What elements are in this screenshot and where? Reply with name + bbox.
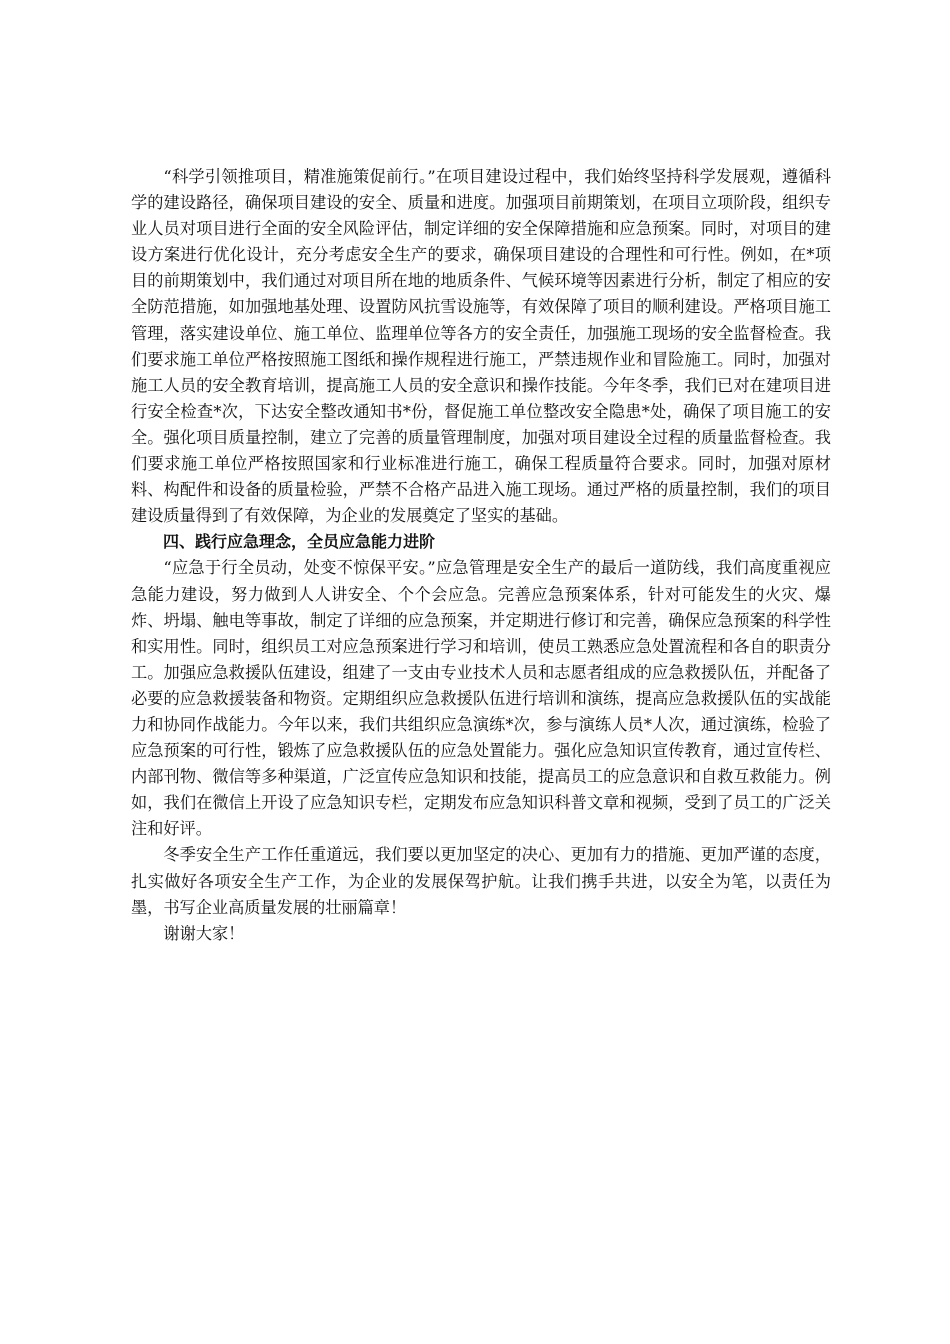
closing-thanks: 谢谢大家！ xyxy=(163,923,245,943)
paragraph-project-management: “科学引领推项目，精准施策促前行。”在项目建设过程中，我们始终坚持科学发展观，遵循科学的建设路径，确保项目建设的安全、质量和进度。加强项目前期策划，在项目立项阶段，组织专业人员对项目进行全面的安全风险评估，制定详细的安全保障措施和应急预案。同时，对项目的建设方案进行优化设计，充分考虑安全生产的要求，确保项目建设的合理性和可行性。例如，在*项目的前期策划中，我们通过对项目所在地的地质条件、气候环境等因素进行分析，制定了相应的安全防范措施，如加强地基处理、设置防风抗雪设施等，有效保障了项目的顺利建设。严格项目施工管理，落实建设单位、施工单位、监理单位等各方的安全责任，加强施工现场的安全监督检查。我们要求施工单位严格按照施工图纸和操作规程进行施工，严禁违规作业和冒险施工。同时，加强对施工人员的安全教育培训，提高施工人员的安全意识和操作技能。今年冬季，我们已对在建项目进行安全检查*次，下达安全整改通知书*份，督促施工单位整改安全隐患*处，确保了项目施工的安全。强化项目质量控制，建立了完善的质量管理制度，加强对项目建设全过程的质量监督检查。我们要求施工单位严格按照国家和行业标准进行施工，确保工程质量符合要求。同时，加强对原材料、构配件和设备的质量检验，严禁不合格产品进入施工现场。通过严格的质量控制，我们的项目建设质量得到了有效保障，为企业的发展奠定了坚实的基础。 xyxy=(131,167,831,526)
section-heading-emergency: 四、践行应急理念，全员应急能力进阶 xyxy=(163,532,436,552)
document-body xyxy=(131,164,831,947)
paragraph-emergency-capability: “应急于行全员动，处变不惊保平安。”应急管理是安全生产的最后一道防线，我们高度重视应急能力建设，努力做到人人讲安全、个个会应急。完善应急预案体系，针对可能发生的火灾、爆炸、坍塌、触电等事故，制定了详细的应急预案，并定期进行修订和完善，确保应急预案的科学性和实用性。同时，组织员工对应急预案进行学习和培训，使员工熟悉应急处置流程和各自的职责分工。加强应急救援队伍建设，组建了一支由专业技术人员和志愿者组成的应急救援队伍，并配备了必要的应急救援装备和物资。定期组织应急救援队伍进行培训和演练，提高应急救援队伍的实战能力和协同作战能力。今年以来，我们共组织应急演练*次，参与演练人员*人次，通过演练，检验了应急预案的可行性，锻炼了应急救援队伍的应急处置能力。强化应急知识宣传教育，通过宣传栏、内部刊物、微信等多种渠道，广泛宣传应急知识和技能，提高员工的应急意识和自救互救能力。例如，我们在微信上开设了应急知识专栏，定期发布应急知识科普文章和视频，受到了员工的广泛关注和好评。 xyxy=(131,558,831,839)
paragraph-conclusion: 冬季安全生产工作任重道远，我们要以更加坚定的决心、更加有力的措施、更加严谨的态度，扎实做好各项安全生产工作，为企业的发展保驾护航。让我们携手共进，以安全为笔，以责任为墨，书写企业高质量发展的壮丽篇章！ xyxy=(131,845,831,917)
